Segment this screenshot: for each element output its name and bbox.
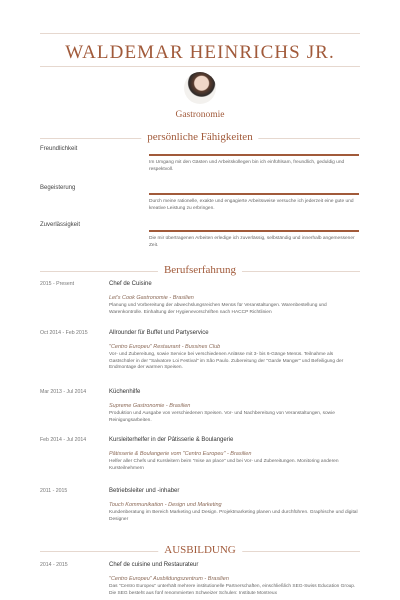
- entry-title: Betriebsleiter und -inhaber: [109, 488, 180, 494]
- entry-organization: Pâtisserie & Boulangerie vom "Centro Europeu" - Brasilien: [109, 451, 252, 457]
- skills-section-title: persönliche Fähigkeiten: [141, 131, 258, 143]
- experience-section-header: [40, 265, 360, 277]
- job-title: Gastronomie: [175, 110, 225, 120]
- entry-date: 2011 - 2015: [40, 488, 68, 494]
- skill-name: Zuverlässigkeit: [40, 222, 81, 228]
- skills-section-header: [40, 132, 360, 144]
- entry-title: Chef de cuisine und Restaurateur: [109, 562, 199, 568]
- entry-organization: "Centro Europeu" Restaurant - Bussines Club: [109, 344, 221, 350]
- entry-organization: "Centro Europeu" Ausbildungszentrum - Brasilien: [109, 576, 229, 582]
- entry-organization: Let's Cook Gastronomie - Brasilien: [109, 295, 194, 301]
- entry-organization: Supreme Gastronomie - Brasilien: [109, 403, 191, 409]
- skill-description: Die mir übertragenen Arbeiten erledige ich zuverlässig, selbständig und innerhalb angemessener Zeit.: [149, 236, 355, 248]
- skill-level-bar: [149, 193, 359, 195]
- top-divider: [40, 33, 360, 34]
- name-divider: [40, 66, 360, 67]
- entry-description: Das "Centro Europeu" unterhält mehrere institutionelle Partnerschaften, einschließlich SEG-Swiss Education Group. Die SEG besteht aus fünf renommierten Schweizer Schulen: Institute Montreux: [109, 584, 356, 596]
- entry-date: Feb 2014 - Jul 2014: [40, 437, 87, 443]
- person-name: WALDEMAR HEINRICHS JR.: [65, 42, 335, 63]
- entry-title: Küchenhilfe: [109, 389, 141, 395]
- skill-description: Durch meine rationelle, exakte und engagierte Arbeitsweise versuche ich jederzeit eine gute und kreative Leistung zu erbringen.: [149, 199, 354, 211]
- education-section-header: [40, 545, 360, 557]
- entry-description: Produktion und Ausgabe von verschiedenen Speisen. Vor- und Nachbereitung von Veranstaltungen, sowie Reinigungsarbeiten.: [109, 411, 335, 423]
- entry-description: Kundenberatung im Bereich Marketing und Design. Projektmarketing planen und durchführen. Graphische und digital Designer: [109, 510, 358, 522]
- skill-level-bar: [149, 154, 359, 156]
- entry-description: Planung und Vorbereitung der abwechslungsreichen Menüs für Veranstaltungen. Warenbestellung und Warenkontrolle. Einhaltung der Hygienevorschriften nach HACCP Richtlinien: [109, 303, 327, 315]
- skill-description: Im Umgang mit den Gästen und Arbeitskollegen bin ich einfühlsam, freundlich, geduldig und respektvoll.: [149, 160, 345, 172]
- entry-date: Oct 2014 - Feb 2015: [40, 330, 88, 336]
- entry-title: Allrounder für Buffet und Partyservice: [109, 330, 209, 336]
- entry-description: Helfer aller Chefs und Kursleitern beim "mise an place" und bei Vor- und Zubereitungen. Monitoring anderen Kursteilnehmern: [109, 459, 339, 471]
- entry-description: Vor- und Zubereitung, sowie Service bei verschiedenen Anlässe mit 3- bis 6-Gänge Menüs. Teilnahme als Gastschüler in der "Salvatore Loi Festival" im São Paulo. Zubereitung der "Garde Manger" und Befeiligung der Endmontage der warmen Speisen.: [109, 352, 344, 370]
- entry-title: Chef de Cuisine: [109, 281, 152, 287]
- entry-date: 2015 - Present: [40, 281, 75, 287]
- entry-date: Mar 2013 - Jul 2014: [40, 389, 87, 395]
- experience-section-title: Berufserfahrung: [158, 264, 242, 276]
- entry-date: 2014 - 2015: [40, 562, 68, 568]
- skill-name: Begeisterung: [40, 185, 76, 191]
- skill-name: Freundlichkeit: [40, 146, 78, 152]
- entry-title: Kursleiterhelfer in der Pâtisserie & Boulangerie: [109, 437, 234, 443]
- profile-photo: [184, 72, 216, 104]
- entry-organization: Touch Kommunikation - Design und Marketing: [109, 502, 222, 508]
- education-section-title: AUSBILDUNG: [158, 544, 242, 556]
- skill-level-bar: [149, 230, 359, 232]
